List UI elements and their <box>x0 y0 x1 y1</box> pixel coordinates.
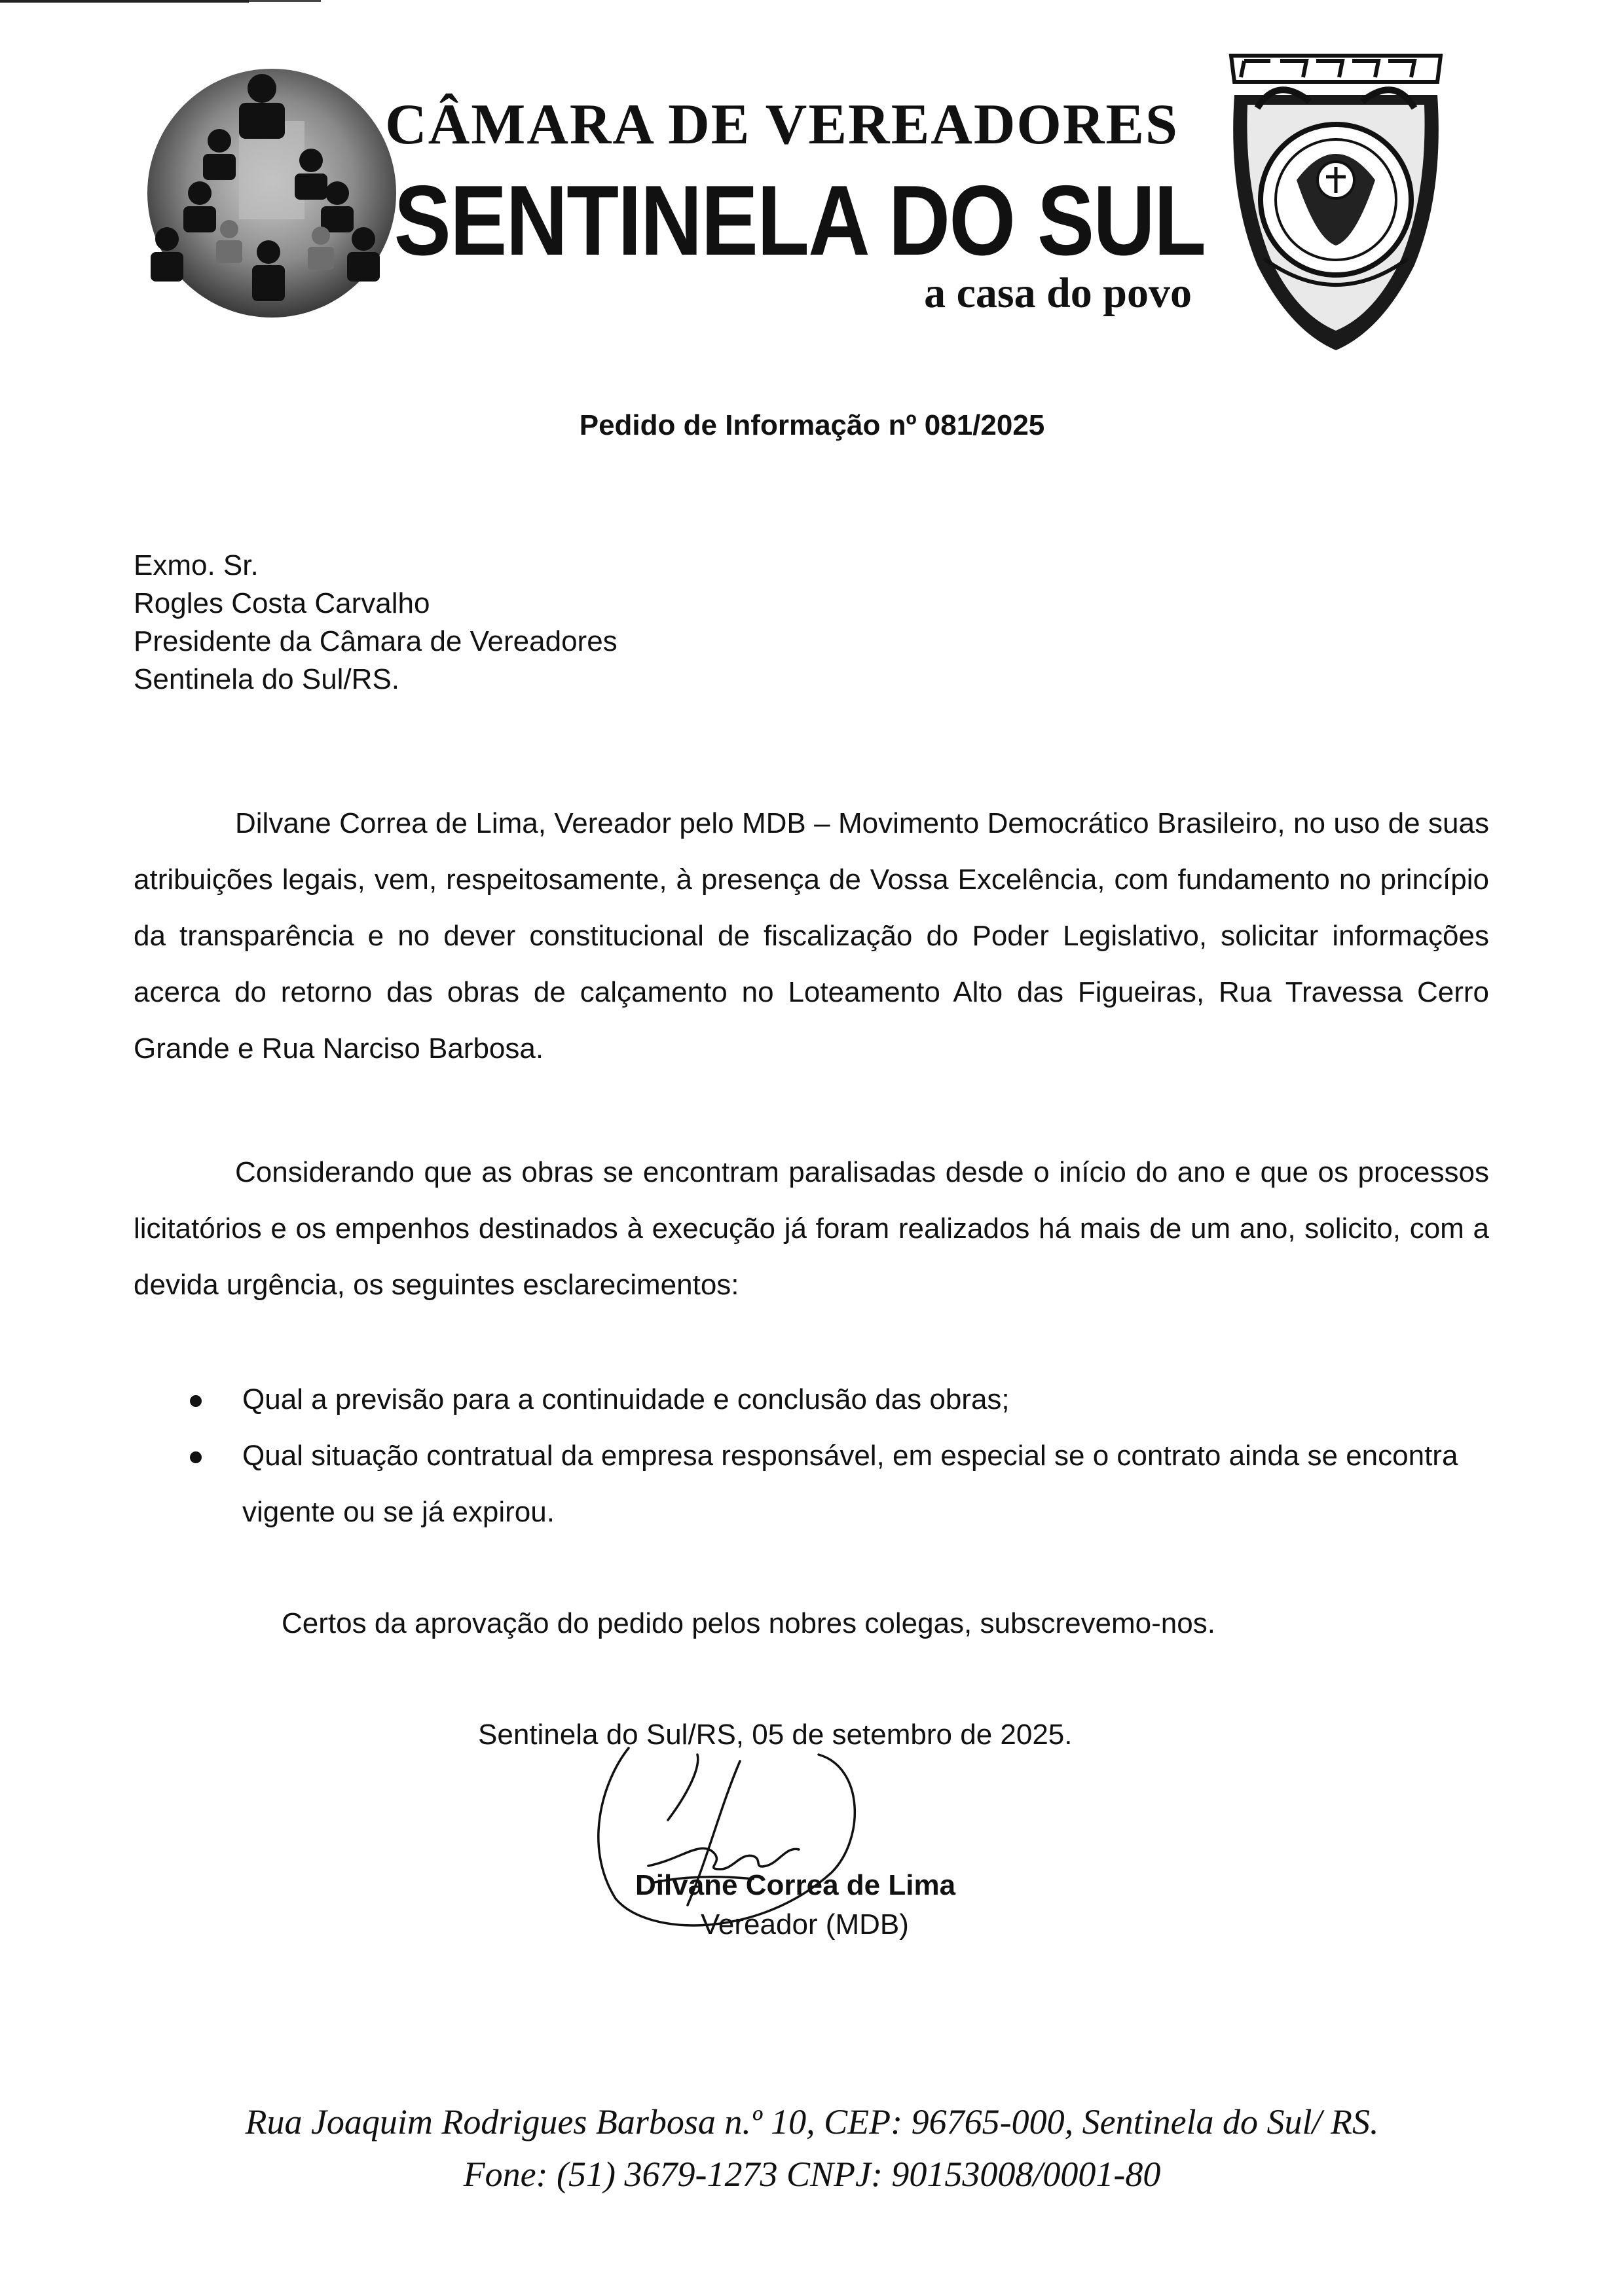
date-line: Sentinela do Sul/RS, 05 de setembro de 2025. <box>478 1719 1073 1751</box>
municipality-name: SENTINELA DO SUL <box>394 165 1205 276</box>
document-title: Pedido de Informação nº 081/2025 <box>579 409 1045 441</box>
footer-contact: Fone: (51) 3679-1273 CNPJ: 90153008/0001-80 <box>463 2155 1161 2194</box>
signer-name: Dilvane Correa de Lima <box>635 1869 956 1901</box>
scan-edge-mark <box>0 0 249 3</box>
body-paragraph: Considerando que as obras se encontram paralisadas desde o início do ano e que os processos licitatórios e os empenhos destinados à execução já foram realizados há mais de um ano, solicito, com a devida urgência, os seguintes esclarecimentos: <box>134 1156 1489 1301</box>
scan-edge-mark <box>249 0 321 2</box>
signer-role: Vereador (MDB) <box>701 1908 909 1941</box>
addressee-line: Presidente da Câmara de Vereadores <box>134 625 618 657</box>
institution-slogan: a casa do povo <box>924 269 1192 317</box>
request-list <box>190 1372 1493 1540</box>
addressee-line: Exmo. Sr. <box>134 549 259 581</box>
footer-address: Rua Joaquim Rodrigues Barbosa n.º 10, CEP: 96765-000, Sentinela do Sul/ RS. <box>245 2102 1379 2141</box>
municipal-coat-of-arms-icon <box>1218 49 1454 357</box>
list-item-text: Qual situação contratual da empresa responsável, em especial se o contrato ainda se encontra vigente ou se já expirou. <box>242 1440 1458 1528</box>
addressee-line: Rogles Costa Carvalho <box>134 587 430 619</box>
people-meeting-icon <box>141 62 403 324</box>
closing-sentence: Certos da aprovação do pedido pelos nobres colegas, subscrevemo-nos. <box>282 1607 1215 1639</box>
bullet-icon <box>190 1451 202 1463</box>
list-item-text: Qual a previsão para a continuidade e conclusão das obras; <box>242 1383 1010 1415</box>
addressee-line: Sentinela do Sul/RS. <box>134 663 400 695</box>
bullet-icon <box>190 1395 202 1407</box>
body-paragraph: Dilvane Correa de Lima, Vereador pelo MDB – Movimento Democrático Brasileiro, no uso de suas atribuições legais, vem, respeitosamente, à presença de Vossa Excelência, com fundamento no princípio da transparência e no dever constitucional de fiscalização do Poder Legislativo, solicitar informações acerca do retorno das obras de calçamento no Loteamento Alto das Figueiras, Rua Travessa Cerro Grande e Rua Narciso Barbosa. <box>134 807 1489 1065</box>
list-item <box>190 1428 1493 1540</box>
list-item <box>190 1372 1493 1428</box>
institution-name: CÂMARA DE VEREADORES <box>385 93 1179 156</box>
addressee-block <box>134 547 618 699</box>
